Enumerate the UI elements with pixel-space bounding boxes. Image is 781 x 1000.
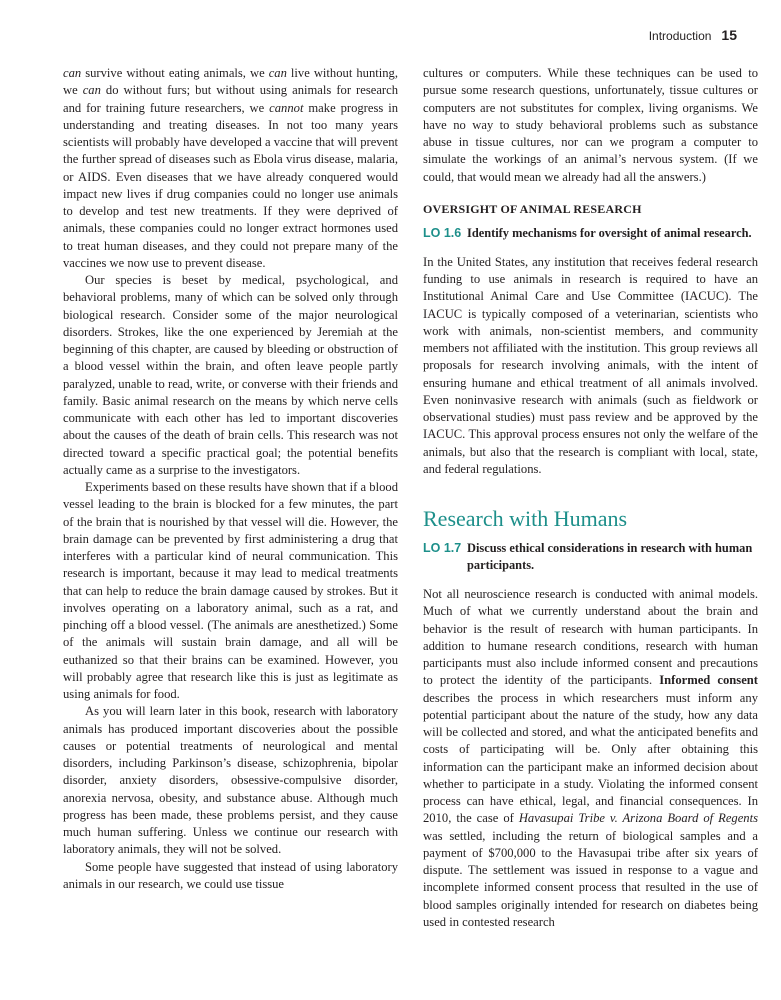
lo-tag: LO 1.6 — [423, 225, 462, 240]
right-column — [423, 65, 758, 931]
emphasis: can — [63, 66, 82, 80]
running-head-section: Introduction — [648, 29, 712, 43]
right-paragraph-3: Not all neuroscience research is conducted with animal models. Much of what we currently understand about the brain and behavior is the result of research with human participants. In addition to humane research conditions, research with human participants must also include informed consent and precautions to protect the identity of the participants. Informed consent describes the process in which researchers must inform any potential participant about the nature of the study, how any data will be collected and stored, and what the anticipated benefits and costs of participating will be. Only after obtaining this information can the participant make an informed decision about whether to participate in a study. Violating the informed consent process can have ethical, legal, and financial consequences. In 2010, the case of Havasupai Tribe v. Arizona Board of Regents was settled, including the return of biological samples and a payment of $700,000 to the Havasupai tribe after six years of dispute. The settlement was issued in response to a vague and incomplete informed consent process that resulted in the use of blood samples originally intended for research on diabetes being used in contested research — [423, 587, 758, 929]
subsection-heading: OVERSIGHT OF ANIMAL RESEARCH — [423, 201, 642, 216]
page-number: 15 — [721, 27, 737, 43]
emphasis: can — [82, 83, 101, 98]
emphasis: can — [268, 66, 287, 80]
key-term: Informed consent — [659, 673, 758, 688]
lo-text: Identify mechanisms for oversight of animal research. — [467, 225, 752, 240]
left-paragraph-5: Some people have suggested that instead of using laboratory animals in our research, we could use tissue — [63, 859, 398, 891]
left-paragraph-4: As you will learn later in this book, research with laboratory animals has produced important discoveries about the possible causes or potential treatments of neurological and mental disorders, including Parkinson’s disease, schizophrenia, bipolar disorder, anxiety disorders, obsessive-compulsive disorder, anorexia nervosa, obesity, and substance abuse. Although much progress has been made, these problems persist, and they cause much human suffering. Unless we continue our research with laboratory animals, they will not be solved. — [63, 704, 398, 857]
left-column — [63, 65, 398, 893]
learning-objective-1-6 — [423, 225, 758, 242]
left-paragraph-3: Experiments based on these results have shown that if a blood vessel leading to the brain is blocked for a few minutes, the part of the brain that is nourished by that vessel will die. However, the brain damage can be prevented by first administering a drug that interferes with a particular kind of neural communication. This research is important, because it may lead to medical treatments that can help to reduce the brain damage caused by strokes. But it involves operating on a laboratory animal, such as a rat, and pinching off a blood vessel. (The animals are anesthetized.) Some of the animals will sustain brain damage, and all will be euthanized so that their brains can be examined. However, you will probably agree that research like this is just as legitimate as using animals for food. — [63, 480, 398, 701]
right-paragraph-2: In the United States, any institution that receives federal research funding to use animals in research is required to have an Institutional Animal Care and Use Committee (IACUC). The IACUC is typically composed of a veterinarian, scientists who work with animals, non-scientist members, and community members not affiliated with the institution. This group reviews all proposals for research involving animals, with the intent of ensuring humane and ethical treatment of all animals involved. Even noninvasive research with animals (such as fieldwork or observational studies) must pass review and be approved by the IACUC. This approval process ensures not only the welfare of the animals, but also that the research is compliant with local, state, and federal regulations. — [423, 254, 758, 476]
learning-objective-1-7 — [423, 540, 758, 574]
lo-tag: LO 1.7 — [423, 541, 462, 555]
left-paragraph-2: Our species is beset by medical, psychological, and behavioral problems, many of which can be solved only through biological research. Consider some of the major neurological disorders. Strokes, like the one experienced by Jeremiah at the beginning of this chapter, are caused by bleeding or obstruction of a blood vessel within the brain, and often leave people partly paralyzed, unable to read, write, or converse with their friends and family. Basic animal research on the means by which nerve cells communicate with each other has led to important discoveries about the causes of the death of brain cells. This research was not directed toward a specific practical goal; the potential benefits actually came as a surprise to the investigators. — [63, 273, 398, 477]
emphasis: cannot — [269, 100, 304, 115]
running-head — [649, 27, 737, 43]
section-title: Research with Humans — [423, 506, 628, 531]
lo-text: Discuss ethical considerations in research with human participants. — [467, 541, 753, 572]
case-name: Havasupai Tribe v. Arizona Board of Regents — [518, 811, 758, 826]
left-paragraph-1: can survive without eating animals, we can live without hunting, we can do without furs; but without using animals for research and for training future researchers, we cannot make progress in understanding and treating diseases. In not too many years scientists will probably have developed a vaccine that will prevent the further spread of diseases such as Ebola virus disease, malaria, or AIDS. Even diseases that we have already conquered would impact new lives if drug companies could no longer use animals to develop and test new treatments. If they were deprived of animals, these companies could no longer extract hormones used to treat human diseases, and they could not prepare many of the vaccines we now use to prevent disease. — [63, 66, 398, 270]
right-paragraph-1: cultures or computers. While these techniques can be used to pursue some research questions, unfortunately, tissue cultures or computers are not substitutes for complex, living organisms. We have no way to study behavioral problems such as substance abuse in tissue cultures, nor can we program a computer to simulate the workings of an animal’s nervous system. (If we could, that would mean we already had all the answers.) — [423, 66, 758, 184]
